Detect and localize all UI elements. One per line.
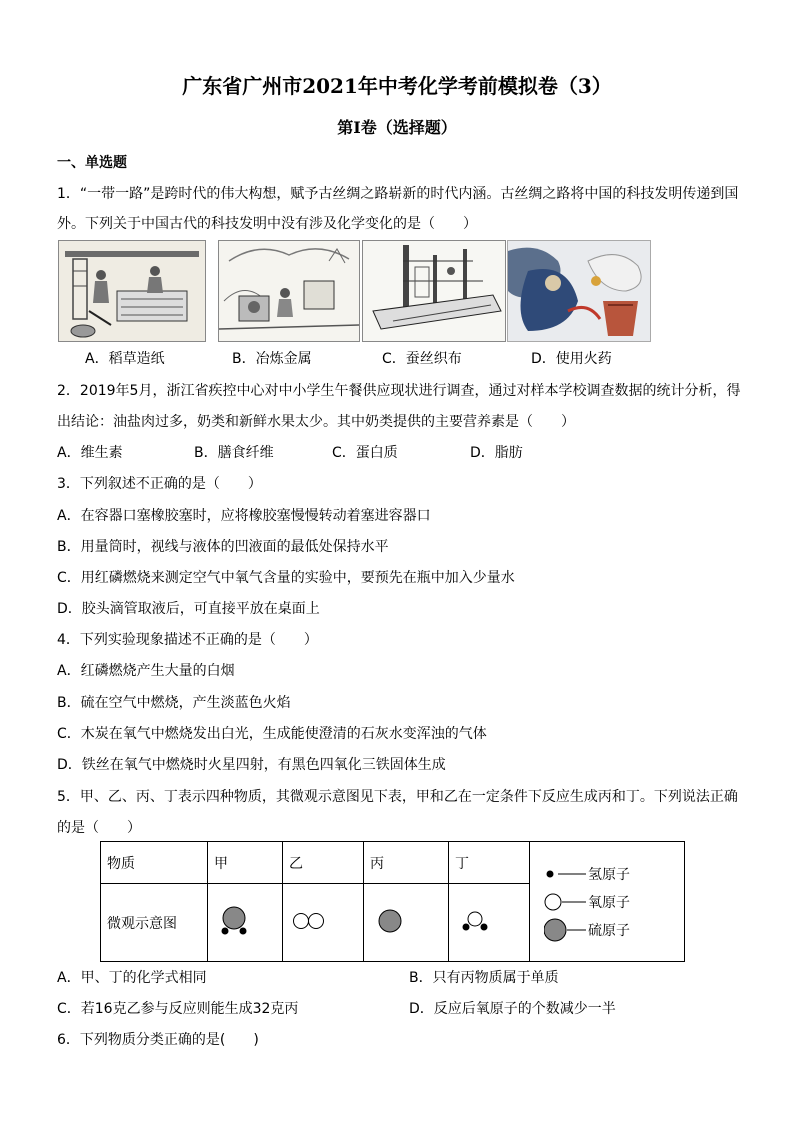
q4-option-c: C．木炭在氧气中燃烧发出白光，生成能使澄清的石灰水变浑浊的气体 — [57, 726, 487, 742]
sulfur-molecule-icon — [370, 906, 410, 936]
metal-smelting-illustration — [218, 240, 360, 342]
q5-microscopic-table — [100, 841, 685, 962]
papermaking-illustration — [58, 240, 206, 342]
q3-option-c: C．用红磷燃烧来测定空气中氧气含量的实验中，要预先在瓶中加入少量水 — [57, 570, 515, 586]
q3-option-a: A．在容器口塞橡胶塞时，应将橡胶塞慢慢转动着塞进容器口 — [57, 508, 431, 524]
q5-option-b: B．只有丙物质属于单质 — [409, 970, 559, 986]
q4-stem: 4．下列实验现象描述不正确的是（ ） — [57, 632, 318, 648]
q5-stem-line2: 的是（ ） — [57, 820, 141, 836]
q2-option-a: A．维生素 — [57, 445, 123, 461]
molecule-bing — [364, 884, 449, 962]
molecule-ding — [449, 884, 530, 962]
hydrogen-atom-icon — [544, 867, 588, 881]
section-heading: 一、单选题 — [57, 155, 127, 171]
table-header-substance: 物质 — [101, 842, 208, 884]
q5-option-d: D．反应后氧原子的个数减少一半 — [409, 1001, 616, 1017]
q5-option-a: A．甲、丁的化学式相同 — [57, 970, 207, 986]
table-substance-jia: 甲 — [208, 842, 283, 884]
gunpowder-illustration — [507, 240, 651, 342]
q2-stem-line1: 2．2019年5月，浙江省疾控中心对中小学生午餐供应现状进行调查，通过对样本学校调查数据的统计分析，得 — [57, 383, 741, 399]
q1-stem-line1: 1．“一带一路”是跨时代的伟大构想，赋予古丝绸之路崭新的时代内涵。古丝绸之路将中国的科技发明传递到国 — [57, 186, 739, 202]
q2-option-c: C．蛋白质 — [332, 445, 398, 461]
q2-option-d: D．脂肪 — [470, 445, 523, 461]
silk-weaving-illustration — [362, 240, 506, 342]
q5-option-c: C．若16克乙参与反应则能生成32克丙 — [57, 1001, 299, 1017]
atom-legend — [530, 842, 685, 962]
table-substance-ding: 丁 — [449, 842, 530, 884]
q1-option-c: C．蚕丝织布 — [382, 351, 462, 367]
o2-molecule-icon — [289, 906, 329, 936]
q2-option-b: B．膳食纤维 — [194, 445, 274, 461]
q1-option-d: D．使用火药 — [531, 351, 612, 367]
page-subtitle: 第I卷（选择题） — [337, 118, 457, 137]
sulfur-atom-icon — [544, 918, 588, 942]
table-substance-yi: 乙 — [283, 842, 364, 884]
h2o-molecule-icon — [455, 906, 495, 936]
h2s-molecule-icon — [214, 901, 254, 941]
molecule-yi — [283, 884, 364, 962]
q1-option-a: A．稻草造纸 — [85, 351, 165, 367]
oxygen-atom-icon — [544, 892, 588, 912]
legend-hydrogen: 氢原子 — [544, 860, 678, 888]
q1-option-b: B．冶炼金属 — [232, 351, 312, 367]
q4-option-b: B．硫在空气中燃烧，产生淡蓝色火焰 — [57, 695, 291, 711]
q1-stem-line2: 外。下列关于中国古代的科技发明中没有涉及化学变化的是（ ） — [57, 216, 477, 232]
q3-stem: 3．下列叙述不正确的是（ ） — [57, 476, 262, 492]
q3-option-d: D．胶头滴管取液后，可直接平放在桌面上 — [57, 601, 320, 617]
q5-stem-line1: 5．甲、乙、丙、丁表示四种物质，其微观示意图见下表，甲和乙在一定条件下反应生成丙和丁。下列说法正确 — [57, 789, 738, 805]
legend-oxygen: 氧原子 — [544, 888, 678, 916]
q4-option-d: D．铁丝在氧气中燃烧时火星四射，有黑色四氧化三铁固体生成 — [57, 757, 446, 773]
q4-option-a: A．红磷燃烧产生大量的白烟 — [57, 663, 235, 679]
molecule-jia — [208, 884, 283, 962]
q3-option-b: B．用量筒时，视线与液体的凹液面的最低处保持水平 — [57, 539, 389, 555]
q6-stem: 6．下列物质分类正确的是( ) — [57, 1032, 259, 1048]
q2-stem-line2: 出结论：油盐肉过多，奶类和新鲜水果太少。其中奶类提供的主要营养素是（ ） — [57, 414, 575, 430]
legend-sulfur: 硫原子 — [544, 916, 678, 944]
table-header-diagram: 微观示意图 — [101, 884, 208, 962]
table-substance-bing: 丙 — [364, 842, 449, 884]
page-title: 广东省广州市2021年中考化学考前模拟卷（3） — [182, 74, 612, 98]
